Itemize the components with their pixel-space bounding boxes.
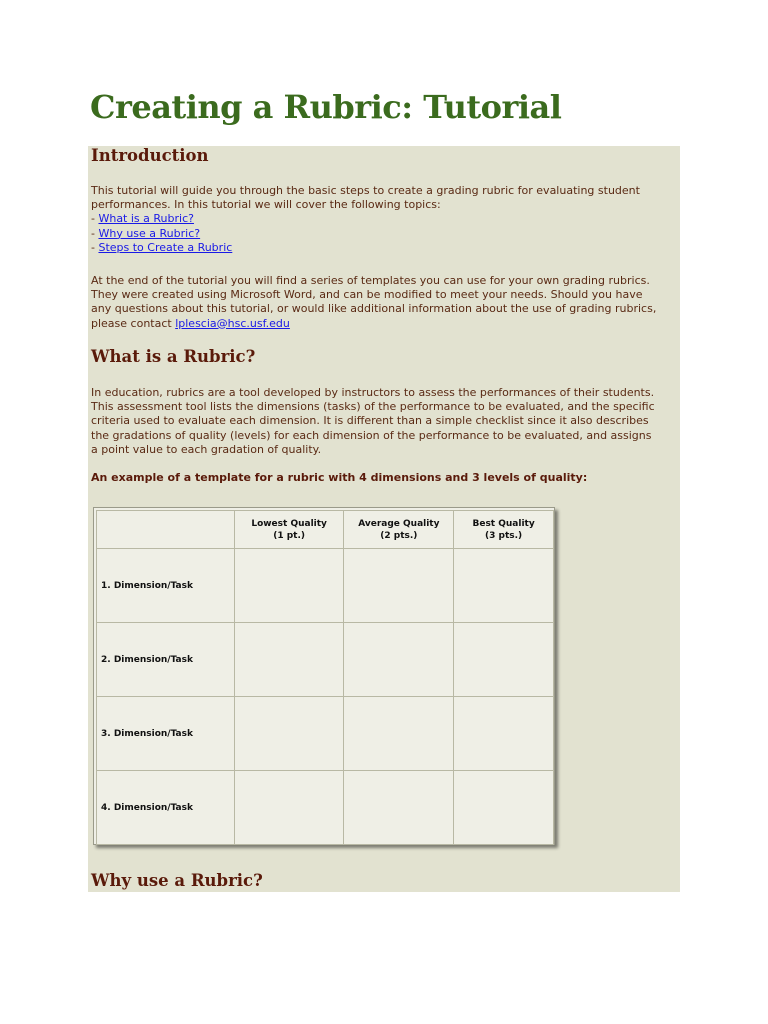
column-label: Average Quality	[358, 518, 440, 529]
what-line: In education, rubrics are a tool developed by instructors to assess the performances of their students.	[91, 386, 655, 399]
rubric-row-label: 1. Dimension/Task	[97, 549, 235, 623]
contact-prefix: please contact	[91, 316, 176, 330]
templates-line: At the end of the tutorial you will find a series of templates you can use for your own grading rubrics.	[91, 274, 650, 287]
what-line: the gradations of quality (levels) for each dimension of the performance to be evaluated, and assigns	[91, 428, 652, 442]
rubric-cell	[234, 697, 344, 771]
link-steps-to-create-a-rubric[interactable]: Steps to Create a Rubric	[98, 240, 233, 254]
templates-line: They were created using Microsoft Word, and can be modified to meet your needs. Should you have	[91, 288, 643, 302]
link-why-use-a-rubric[interactable]: Why use a Rubric?	[98, 226, 201, 240]
why-use-a-rubric-heading: Why use a Rubric?	[91, 871, 263, 890]
rubric-header-row	[97, 511, 554, 549]
rubric-template-image	[93, 507, 555, 845]
rubric-row	[97, 549, 554, 623]
topic-list-item	[91, 212, 681, 226]
contact-email-link[interactable]: lplescia@hsc.usf.edu	[175, 316, 290, 330]
bullet-prefix: -	[91, 212, 99, 226]
rubric-cell	[454, 623, 554, 697]
rubric-corner-cell	[97, 511, 235, 549]
link-what-is-a-rubric[interactable]: What is a Rubric?	[98, 212, 194, 226]
column-points: (3 pts.)	[485, 530, 523, 541]
topic-list-item	[91, 227, 681, 241]
what-line: This assessment tool lists the dimensions (tasks) of the performance to be evaluated, and the specific	[91, 400, 655, 414]
rubric-cell	[344, 549, 454, 623]
templates-paragraph	[91, 274, 681, 331]
what-is-a-rubric-heading: What is a Rubric?	[91, 347, 256, 366]
page-title: Creating a Rubric: Tutorial	[90, 88, 562, 126]
example-caption: An example of a template for a rubric with 4 dimensions and 3 levels of quality:	[91, 471, 588, 484]
rubric-cell	[344, 771, 454, 845]
bullet-prefix: -	[91, 240, 99, 254]
rubric-row	[97, 697, 554, 771]
rubric-cell	[454, 549, 554, 623]
column-points: (1 pt.)	[273, 530, 306, 541]
tutorial-content	[88, 146, 680, 892]
rubric-row	[97, 771, 554, 845]
introduction-heading: Introduction	[91, 146, 209, 165]
rubric-column-header	[344, 511, 454, 549]
column-label: Best Quality	[472, 518, 535, 529]
intro-line: This tutorial will guide you through the basic steps to create a grading rubric for evaluating student	[91, 184, 640, 197]
what-is-a-rubric-paragraph	[91, 386, 681, 457]
what-line: a point value to each gradation of quality.	[91, 442, 322, 456]
rubric-row-label: 2. Dimension/Task	[97, 623, 235, 697]
rubric-column-header	[234, 511, 344, 549]
rubric-cell	[344, 697, 454, 771]
column-points: (2 pts.)	[380, 530, 418, 541]
rubric-cell	[234, 771, 344, 845]
topic-list-item	[91, 241, 681, 255]
rubric-row	[97, 623, 554, 697]
rubric-table	[96, 510, 554, 845]
templates-line: any questions about this tutorial, or would like additional information about the use of grading rubrics,	[91, 302, 657, 316]
rubric-column-header	[454, 511, 554, 549]
intro-paragraph	[91, 184, 681, 255]
rubric-cell	[234, 549, 344, 623]
rubric-cell	[234, 623, 344, 697]
rubric-cell	[454, 771, 554, 845]
column-label: Lowest Quality	[251, 518, 327, 529]
rubric-row-label: 3. Dimension/Task	[97, 697, 235, 771]
what-line: criteria used to evaluate each dimension. It is different than a simple checklist since it also describes	[91, 414, 649, 428]
intro-line: performances. In this tutorial we will cover the following topics:	[91, 198, 441, 212]
bullet-prefix: -	[91, 226, 99, 240]
rubric-cell	[454, 697, 554, 771]
rubric-row-label: 4. Dimension/Task	[97, 771, 235, 845]
templates-line	[91, 317, 681, 331]
rubric-cell	[344, 623, 454, 697]
